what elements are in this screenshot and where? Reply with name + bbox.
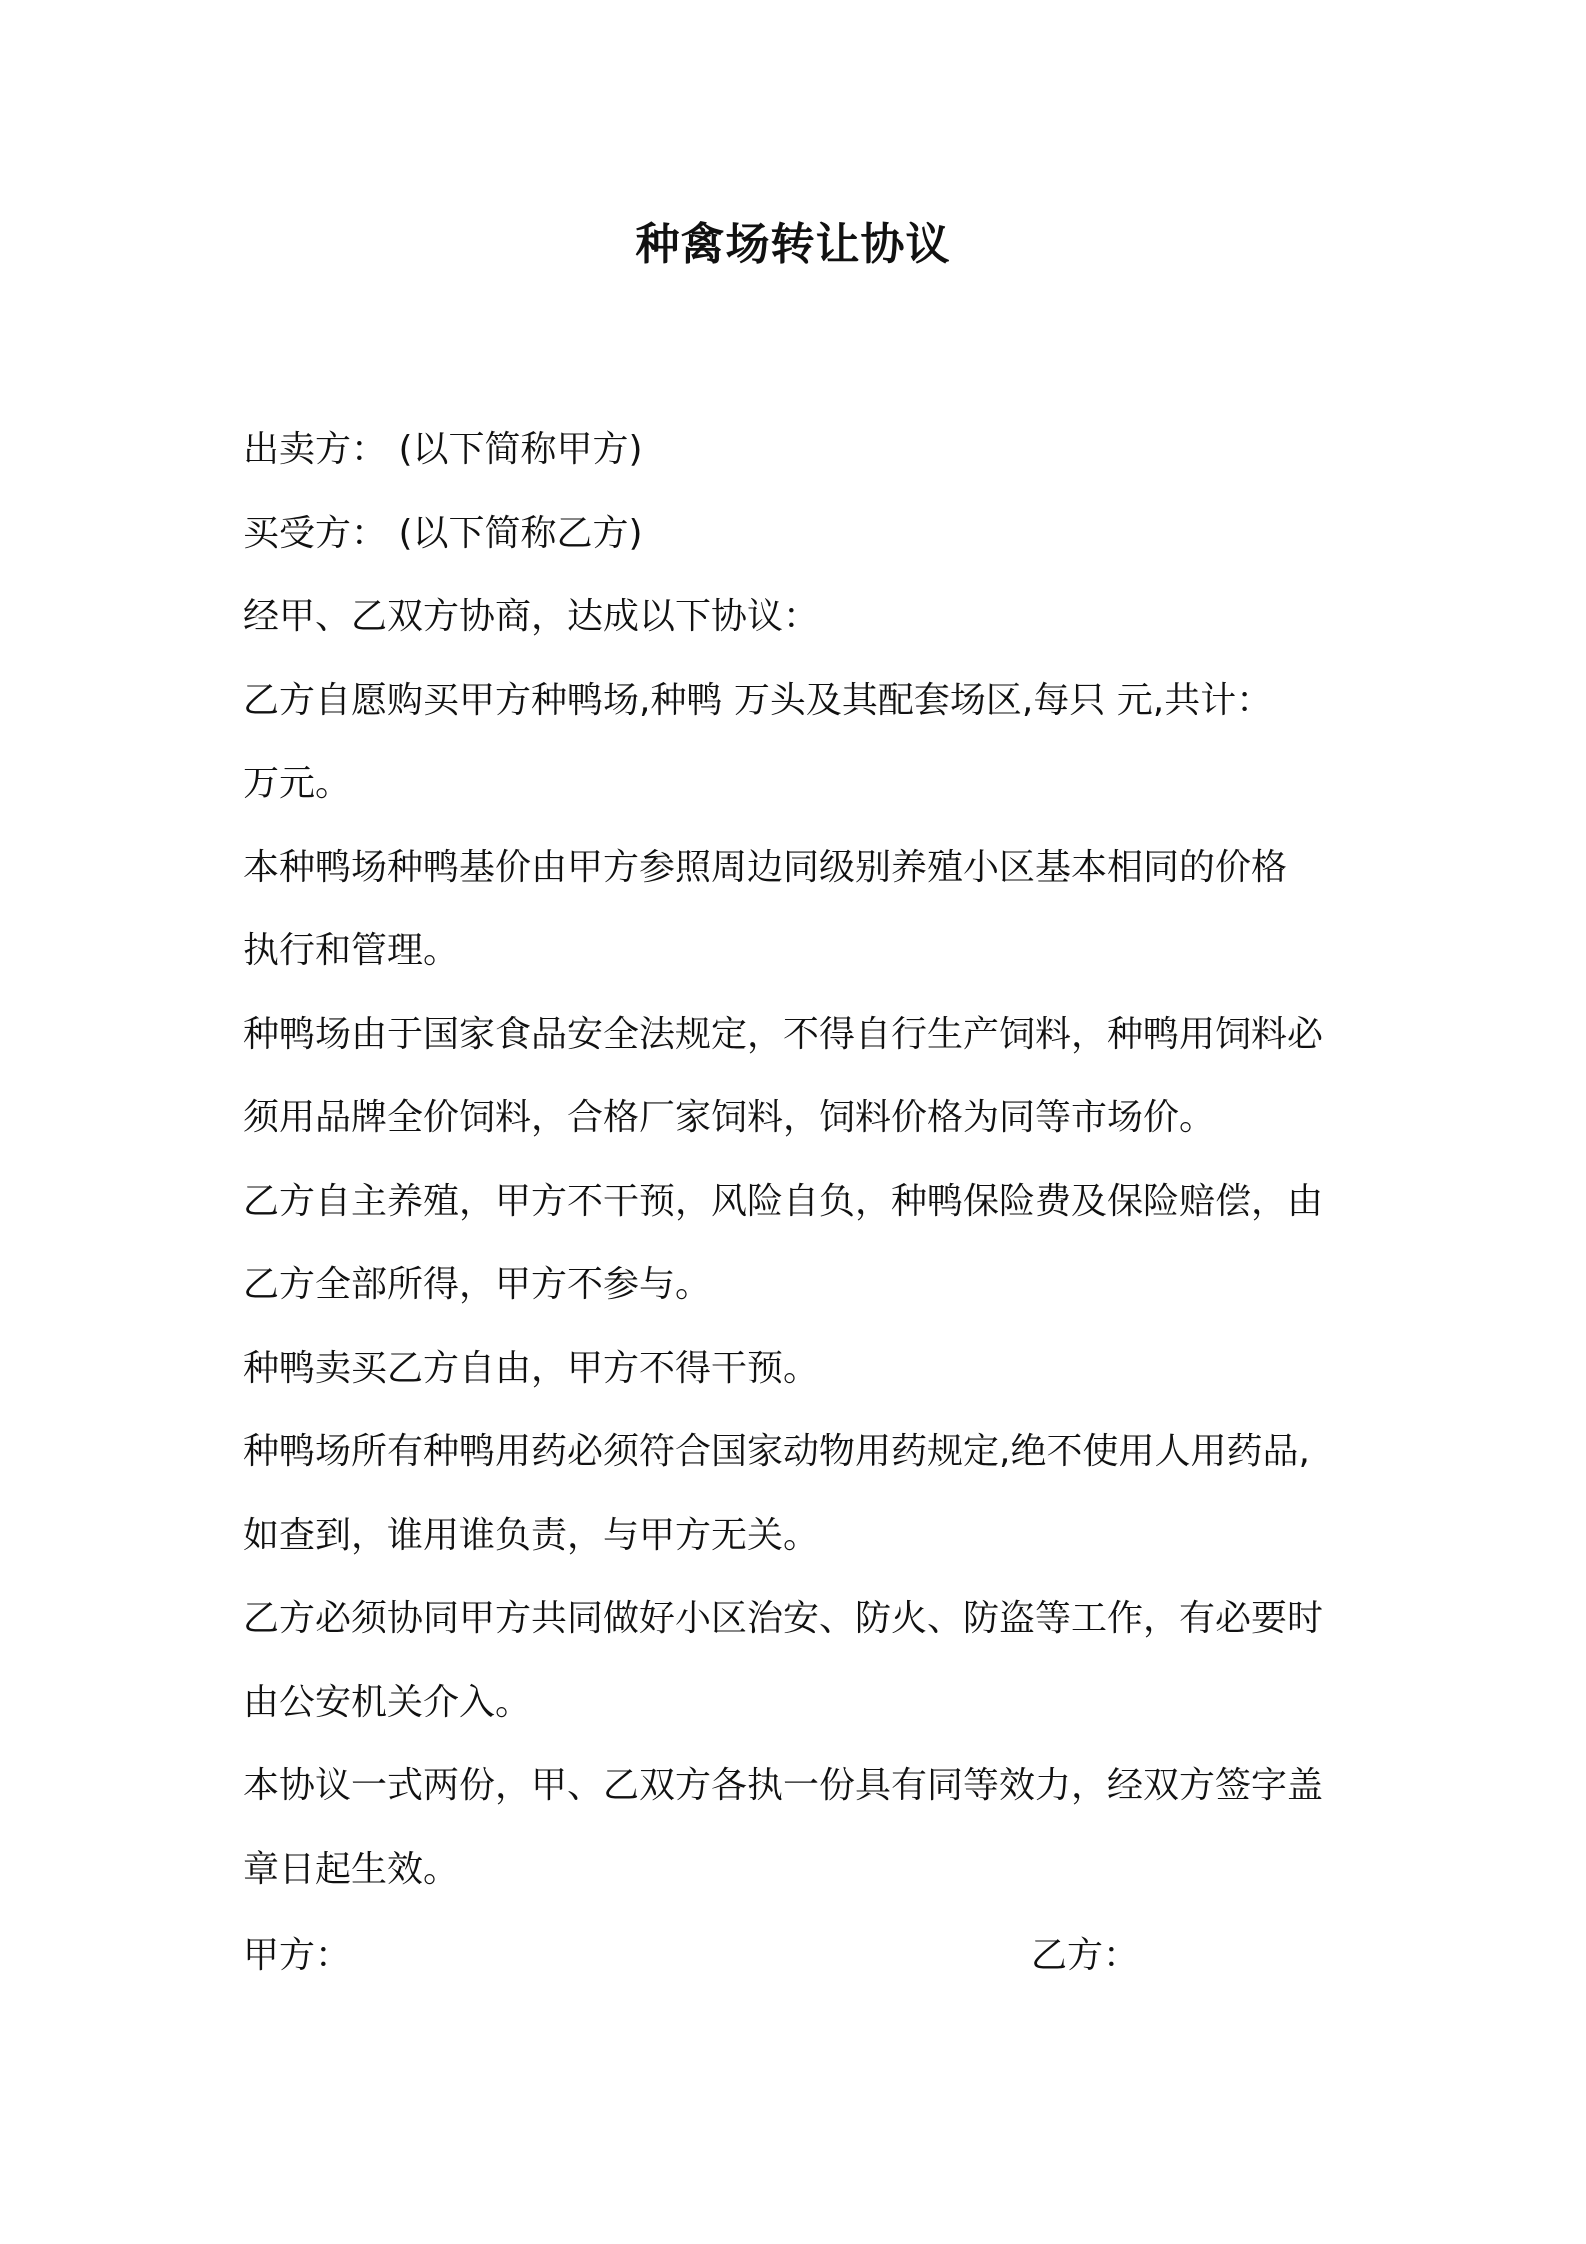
document-title: 种禽场转让协议 xyxy=(635,219,951,270)
buyer-line: 买受方： (以下简称乙方) xyxy=(243,512,643,554)
clause-purchase-line-1: 乙方自愿购买甲方种鸭场,种鸭 万头及其配套场区,每只 元,共计： xyxy=(243,679,1273,721)
clause-trade-line: 种鸭卖买乙方自由，甲方不得干预。 xyxy=(243,1347,820,1389)
clause-insurance-line-2: 乙方全部所得，甲方不参与。 xyxy=(243,1264,712,1305)
clause-medicine-line-1: 种鸭场所有种鸭用药必须符合国家动物用药规定,绝不使用人用药品, xyxy=(243,1431,1310,1472)
intro-line: 经甲、乙双方协商，达成以下协议： xyxy=(243,596,820,637)
document-body xyxy=(243,408,1373,1911)
clause-security-line-2: 由公安机关介入。 xyxy=(243,1681,532,1723)
clause-feed-line-2: 须用品牌全价饲料，合格厂家饲料，饲料价格为同等市场价。 xyxy=(243,1097,1216,1138)
clause-medicine-line-2: 如查到，谁用谁负责，与甲方无关。 xyxy=(243,1514,820,1556)
clause-price-line-2: 执行和管理。 xyxy=(243,930,460,971)
seller-line: 出卖方： (以下简称甲方) xyxy=(243,429,643,470)
clause-validity-line-1: 本协议一式两份，甲、乙双方各执一份具有同等效力，经双方签字盖 xyxy=(243,1765,1324,1806)
clause-feed-line-1: 种鸭场由于国家食品安全法规定，不得自行生产饲料，种鸭用饲料必 xyxy=(243,1013,1324,1055)
clause-insurance-line-1: 乙方自主养殖，甲方不干预，风险自负，种鸭保险费及保险赔偿，由 xyxy=(243,1180,1324,1222)
clause-purchase-line-2: 万元。 xyxy=(243,763,352,804)
clause-price-line-1: 本种鸭场种鸭基价由甲方参照周边同级别养殖小区基本相同的价格 xyxy=(243,846,1288,888)
signature-party-b: 乙方： xyxy=(1031,1935,1140,1976)
signature-party-a: 甲方： xyxy=(243,1935,352,1976)
clause-validity-line-2: 章日起生效。 xyxy=(243,1848,460,1890)
clause-security-line-1: 乙方必须协同甲方共同做好小区治安、防火、防盗等工作，有必要时 xyxy=(243,1598,1324,1639)
